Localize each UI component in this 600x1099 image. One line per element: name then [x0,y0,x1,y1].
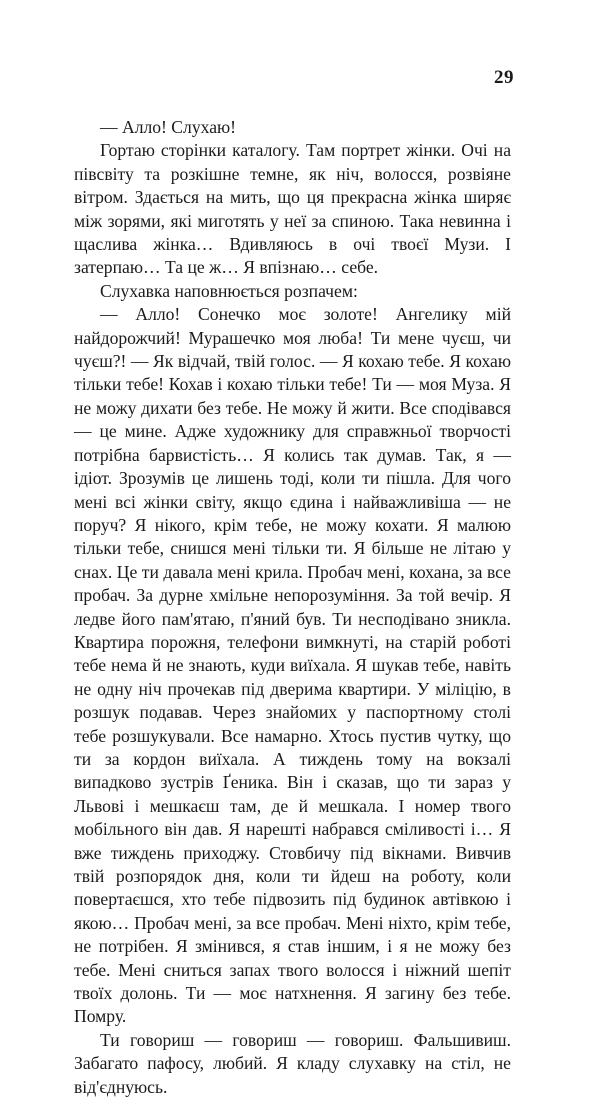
paragraph-1: — Алло! Слухаю! [100,117,236,137]
page-number: 29 [494,67,514,88]
paragraph-3: Слухавка наповнюється розпачем: [100,280,358,301]
paragraph-2: Гортаю сторінки каталогу. Там портрет жінки. Очі на півсвіту та розкішне темне, як ніч, волосся, розвіяне вітром. Здається на мить, що ця прекрасна жінка ширяє між зорями, які миготять у неї за спиною. Така невинна і щаслива жінка… Вдивляюсь в очі твоєї Музи. І затерпаю… Та це ж… Я впізнаю… себе. [74,140,511,278]
paragraph-5: Ти говориш — говориш — говориш. Фальшивиш. Забагато пафосу, любий. Я кладу слухавку на стіл, не від'єднуюсь. [74,1029,511,1097]
paragraph-4: — Алло! Сонечко моє золоте! Ангелику мій найдорожчий! Мурашечко моя люба! Ти мене чуєш, чи чуєш?! — Як відчай, твій голос. — Я кохаю тебе. Я кохаю тільки тебе! Кохав і кохаю тільки тебе! Ти — моя Муза. Я не можу дихати без тебе. Не можу й жити. Все сподівався — це мине. Адже художнику для справжньої творчості потрібна барвистість… Я колись так думав. Так, я — ідіот. Зрозумів це лишень тоді, коли ти пішла. Для чого мені всі жінки світу, якщо єдина і найважливіша — не поруч? Я нікого, крім тебе, не можу кохати. Я малюю тільки тебе, снишся мені тільки ти. Я більше не літаю у снах. Це ти давала мені крила. Пробач мені, кохана, за все пробач. За дурне хмільне непорозуміння. За той вечір. Я ледве його пам'ятаю, п'яний був. Ти несподівано зникла. Квартира порожня, телефони вимкнуті, на старій роботі тебе нема й не знають, куди виїхала. Я шукав тебе, навіть не одну ніч прочекав під дверима квартири. У міліцію, в розшук подавав. Через знайомих у паспортному столі тебе розшукували. Все намарно. Хтось пустив чутку, що ти за кордон виїхала. А тиждень тому на вокзалі випадково зустрів Ґеника. Він і сказав, що ти зараз у Львові і мешкаєш там, де й мешкала. І номер твого мобільного він дав. Я нарешті набрався сміливості і… Я вже тиждень приходжу. Стовбичу під вікнами. Вивчив твій розпорядок дня, коли ти йдеш на роботу, коли повертаєшся, хто тебе підвозить під будинок автівкою і якою… Пробач мені, за все пробач. Мені ніхто, крім тебе, не потрібен. Я змінився, я став іншим, і я не можу без тебе. Мені сниться запах твого волосся і ніжний шепіт твоїх долонь. Ти — моє натхнення. Я загину без тебе. Помру. [74,304,511,1027]
page-text [74,116,511,1099]
